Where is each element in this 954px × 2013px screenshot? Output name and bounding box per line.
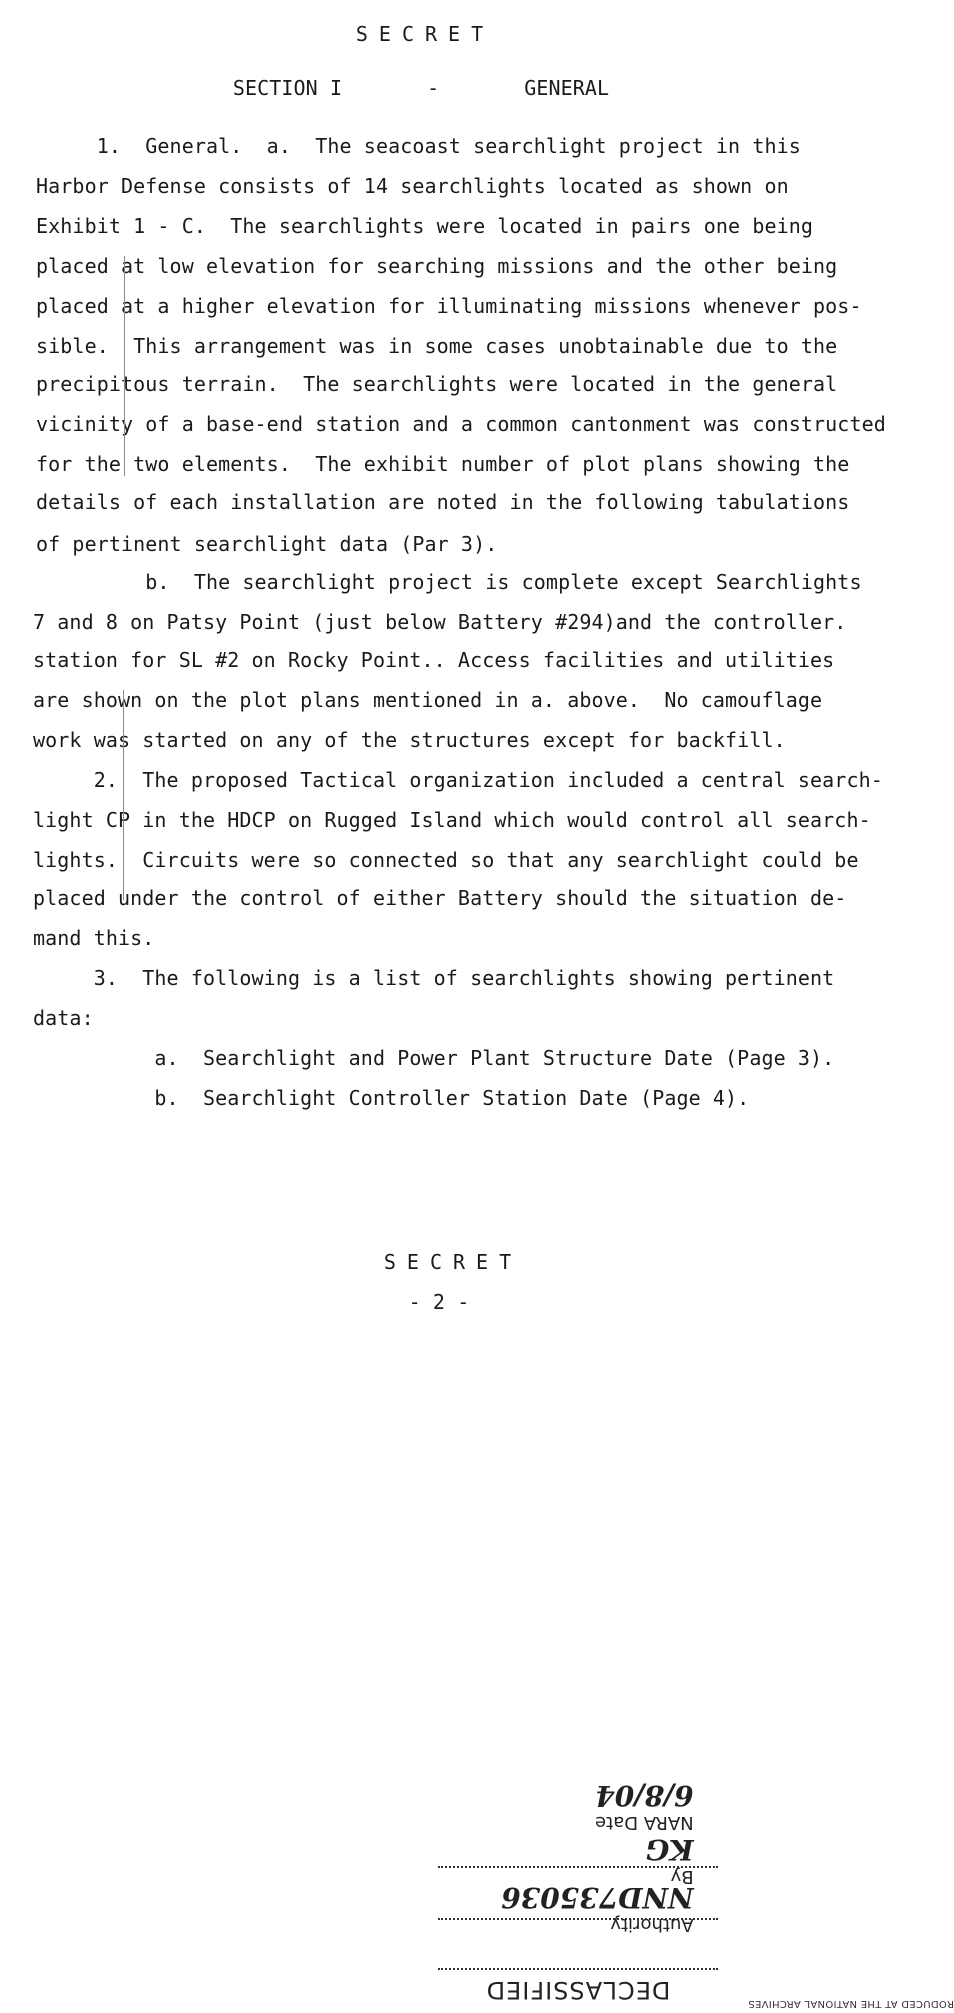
body-line: light CP in the HDCP on Rugged Island which would control all search- [33,808,871,832]
body-line: b. The searchlight project is complete except Searchlights [36,570,862,594]
stamp-authority-label: Authority [610,1914,694,1935]
section-title: SECTION I - GENERAL [232,76,610,100]
header-classification: SECRET [355,22,495,46]
body-line: work was started on any of the structures except for backfill. [33,728,786,752]
body-line: are shown on the plot plans mentioned in a. above. No camouflage [33,688,823,712]
scan-artifact-line [124,256,125,476]
scan-artifact-line [123,690,124,900]
body-line: precipitous terrain. The searchlights were located in the general [36,372,838,396]
page-number: - 2 - [408,1290,470,1314]
body-line: data: [33,1006,94,1030]
body-line: mand this. [33,926,155,950]
body-line: station for SL #2 on Rocky Point.. Access facilities and utilities [33,648,835,672]
stamp-nara-label: NARA Date [595,1812,694,1833]
body-line: for the two elements. The exhibit number of plot plans showing the [36,452,850,476]
body-line: 3. The following is a list of searchlights showing pertinent [33,966,835,990]
footer-classification: SECRET [383,1250,523,1274]
archive-note: RODUCED AT THE NATIONAL ARCHIVES [748,1998,954,2009]
body-line: sible. This arrangement was in some cases unobtainable due to the [36,334,838,358]
body-line: lights. Circuits were so connected so that any searchlight could be [33,848,859,872]
stamp-title: DECLASSIFIED [485,1976,671,2004]
body-line: placed at a higher elevation for illuminating missions whenever pos- [36,294,862,318]
body-line: 2. The proposed Tactical organization included a central search- [33,768,883,792]
body-line: of pertinent searchlight data (Par 3). [36,532,498,556]
body-line: b. Searchlight Controller Station Date (Page 4). [33,1086,750,1110]
stamp-authority-value: NND735036 [501,1881,694,1914]
body-line: 1. General. a. The seacoast searchlight project in this [36,134,801,158]
body-line: placed under the control of either Battery should the situation de- [33,886,847,910]
body-line: placed at low elevation for searching missions and the other being [36,254,838,278]
body-line: 7 and 8 on Patsy Point (just below Battery #294)and the controller. [33,610,847,634]
body-line: vicinity of a base-end station and a common cantonment was constructed [36,412,886,436]
declassified-stamp [428,1779,728,2008]
stamp-nara-value: 6/8/04 [595,1779,694,1812]
body-line: Harbor Defense consists of 14 searchlights located as shown on [36,174,789,198]
stamp-rule [438,1918,718,1920]
body-line: details of each installation are noted in the following tabulations [36,490,850,514]
body-line: a. Searchlight and Power Plant Structure Date (Page 3). [33,1046,835,1070]
stamp-rule [438,1968,718,1970]
stamp-by-label: By [670,1866,694,1887]
stamp-by [428,1758,728,1908]
body-line: Exhibit 1 - C. The searchlights were located in pairs one being [36,214,814,238]
stamp-rule [438,1866,718,1868]
stamp-by-value: KG [645,1833,694,1866]
